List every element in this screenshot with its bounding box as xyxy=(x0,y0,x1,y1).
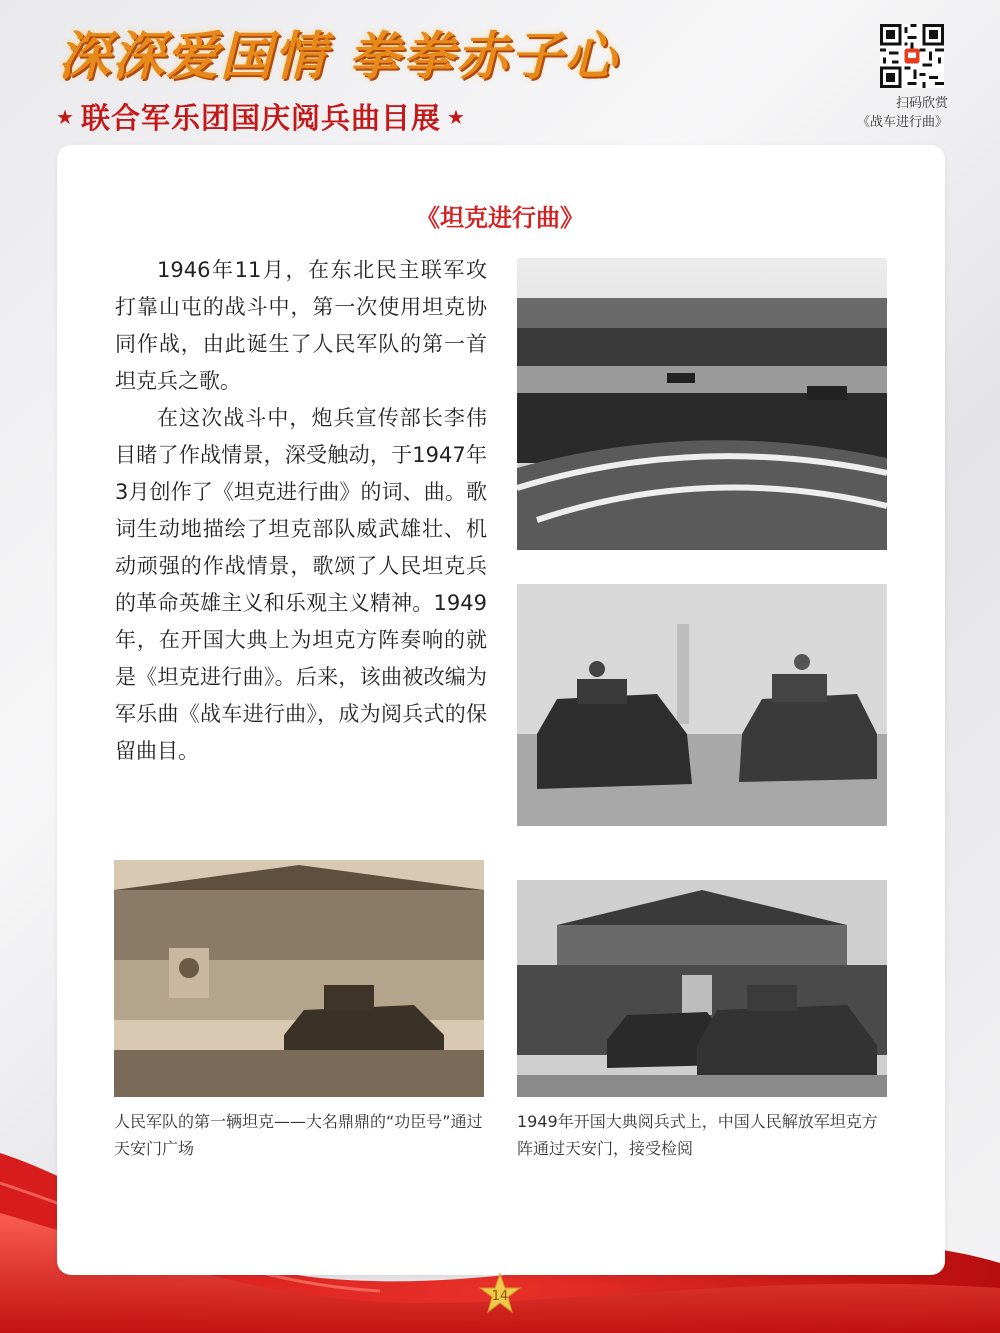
caption-left: 人民军队的第一辆坦克——大名鼎鼎的“功臣号”通过天安门广场 xyxy=(114,1112,483,1158)
banner-subtitle-text: 联合军乐团国庆阅兵曲目展 xyxy=(80,101,441,135)
article-paragraph-2: 在这次战斗中，炮兵宣传部长李伟目睹了作战情景，深受触动，于1947年3月创作了《坦克进行曲》的词、曲。歌词生动地描绘了坦克部队威武雄壮、机动顽强的作战情景，歌颂了人民坦克兵的革命英雄主义和乐观主义精神。1949年，在开国大典上为坦克方阵奏响的就是《坦克进行曲》。后来，该曲被改编为军乐曲《战车进行曲》，成为阅兵式的保留曲目。 xyxy=(115,406,487,763)
caption-right: 1949年开国大典阅兵式上，中国人民解放军坦克方阵通过天安门，接受检阅 xyxy=(517,1112,878,1158)
star-icon: ★ xyxy=(56,104,75,129)
qr-code[interactable] xyxy=(880,24,944,88)
photo-gongchen-tank xyxy=(114,860,484,1097)
qr-caption-line2: 《战车进行曲》 xyxy=(856,115,948,130)
photo-two-tanks xyxy=(517,584,887,826)
qr-caption xyxy=(857,94,948,132)
banner-subtitle xyxy=(56,96,466,137)
article-title: 《坦克进行曲》 xyxy=(416,204,584,232)
article-body xyxy=(115,252,487,770)
photo-tank-formation xyxy=(517,880,887,1097)
photo-parade-overview xyxy=(517,258,887,550)
qr-caption-line1: 扫码欣赏 xyxy=(895,96,948,111)
star-icon: ★ xyxy=(446,104,466,129)
article-paragraph-1: 1946年11月，在东北民主联军攻打靠山屯的战斗中，第一次使用坦克协同作战，由此诞生了人民军队的第一首坦克兵之歌。 xyxy=(115,258,487,393)
banner-title: 深深爱国情 拳拳赤子心 xyxy=(58,27,619,87)
page-number: 14 xyxy=(491,1288,509,1304)
